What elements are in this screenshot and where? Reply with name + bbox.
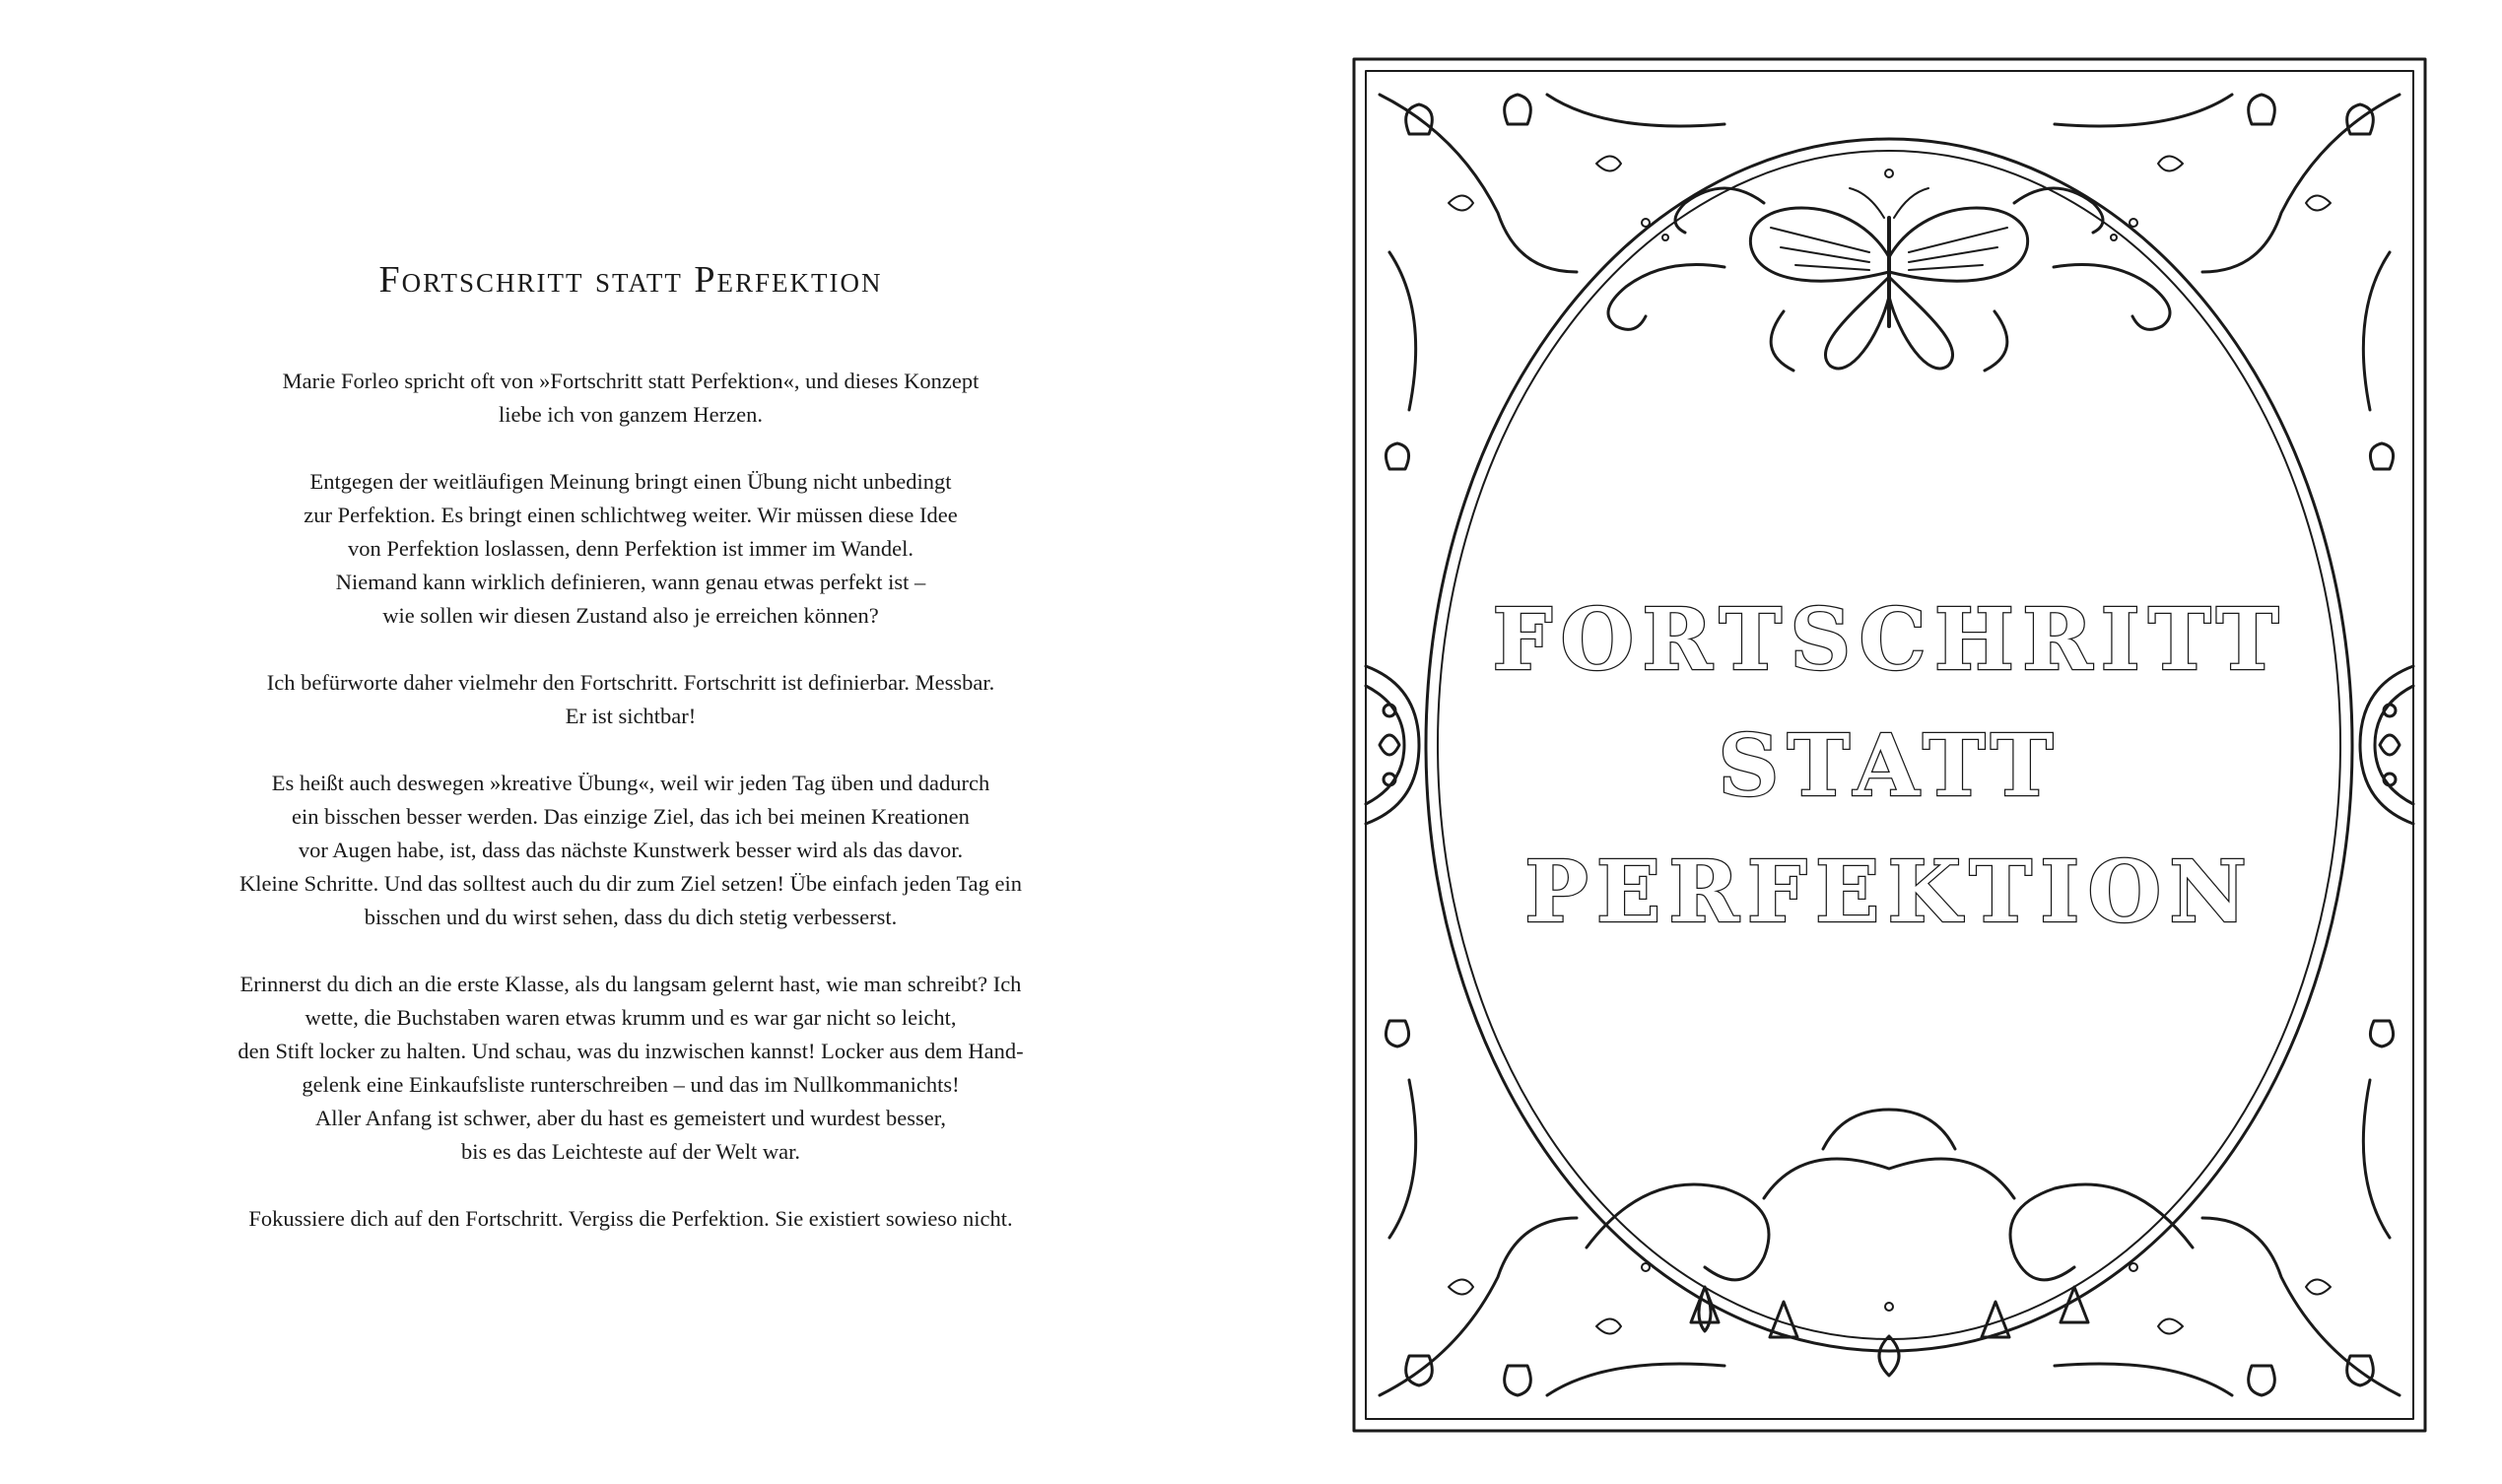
text-line: Entgegen der weitläufigen Meinung bringt einen Übung nicht unbedingt: [309, 469, 952, 494]
text-line: Marie Forleo spricht oft von »Fortschritt statt Perfektion«, und dieses Konzept: [282, 369, 980, 393]
text-line: Fokussiere dich auf den Fortschritt. Vergiss die Perfektion. Sie existiert sowieso nicht.: [248, 1206, 1013, 1231]
text-line: Er ist sichtbar!: [565, 704, 697, 728]
title-line: PERFEKTION: [1524, 843, 2255, 942]
illustration-title: [1350, 577, 2429, 956]
text-line: zur Perfektion. Es bringt einen schlichtweg weiter. Wir müssen diese Idee: [304, 503, 958, 527]
text-line: Aller Anfang ist schwer, aber du hast es gemeistert und wurdest besser,: [315, 1106, 946, 1130]
text-line: Erinnerst du dich an die erste Klasse, als du langsam gelernt hast, wie man schreibt? Ich: [239, 972, 1022, 996]
text-line: gelenk eine Einkaufsliste runterschreiben – und das im Nullkommanichts!: [302, 1072, 960, 1097]
text-line: den Stift locker zu halten. Und schau, was du inzwischen kannst! Locker aus dem Hand-: [237, 1039, 1024, 1063]
bottom-swirl-ornaments: [1587, 1110, 2193, 1280]
text-line: wie sollen wir diesen Zustand also je erreichen können?: [382, 603, 879, 628]
text-line: bisschen und du wirst sehen, dass du dich stetig verbesserst.: [364, 905, 898, 929]
text-line: Ich befürworte daher vielmehr den Fortschritt. Fortschritt ist definierbar. Messbar.: [266, 670, 995, 695]
text-line: ein bisschen besser werden. Das einzige Ziel, das ich bei meinen Kreationen: [292, 804, 970, 829]
paragraph-6: [138, 1202, 1123, 1236]
right-page-illustration: [1350, 55, 2429, 1435]
text-line: Kleine Schritte. Und das solltest auch du dir zum Ziel setzen! Übe einfach jeden Tag ein: [238, 871, 1022, 896]
text-line: Es heißt auch deswegen »kreative Übung«, weil wir jeden Tag üben und dadurch: [271, 771, 990, 795]
butterfly-icon: [1750, 188, 2027, 369]
text-line: bis es das Leichteste auf der Welt war.: [461, 1139, 800, 1164]
text-line: wette, die Buchstaben waren etwas krumm und es war gar nicht so leicht,: [304, 1005, 957, 1030]
paragraph-4: [138, 767, 1123, 934]
text-line: Niemand kann wirklich definieren, wann genau etwas perfekt ist –: [335, 570, 926, 594]
body-text: [138, 365, 1123, 1269]
title-line: FORTSCHRITT: [1492, 590, 2287, 690]
paragraph-3: [138, 666, 1123, 733]
page-heading: Fortschritt statt Perfektion: [378, 259, 883, 301]
text-line: vor Augen habe, ist, dass das nächste Kunstwerk besser wird als das davor.: [298, 838, 964, 862]
paragraph-5: [138, 968, 1123, 1169]
paragraph-1: [138, 365, 1123, 432]
text-line: von Perfektion loslassen, denn Perfektion ist immer im Wandel.: [348, 536, 913, 561]
text-line: liebe ich von ganzem Herzen.: [498, 402, 763, 427]
paragraph-2: [138, 465, 1123, 633]
bellflower-icon: [1691, 1287, 2088, 1376]
title-line: STATT: [1718, 716, 2062, 816]
